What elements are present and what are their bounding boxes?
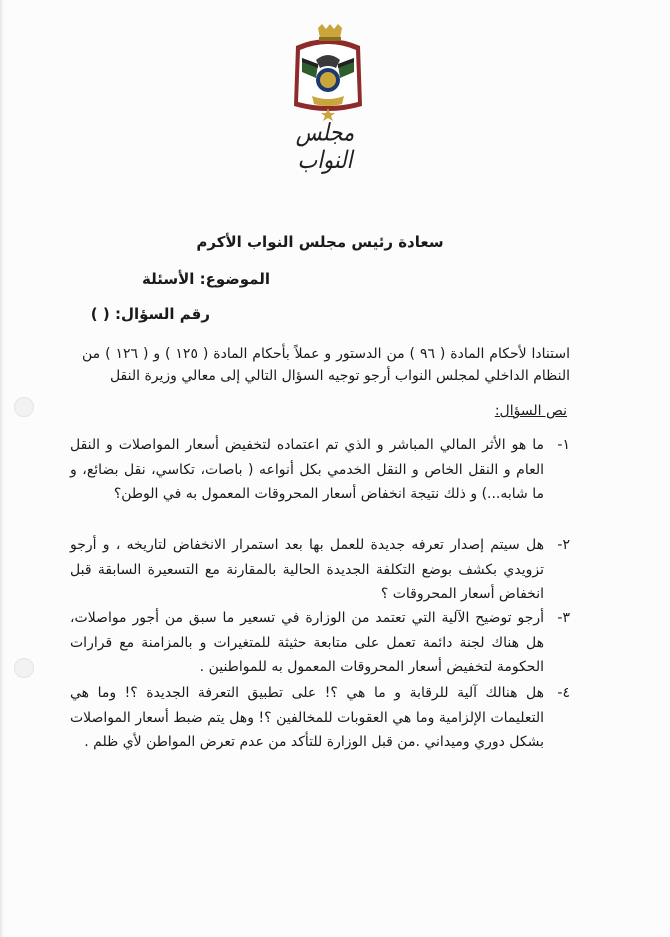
question-item-number: ١- bbox=[557, 437, 570, 453]
question-item-text: أرجو توضيح الآلية التي تعتمد من الوزارة في تسعير ما سبق من أجور مواصلات، هل هناك لجنة دائمة تعمل على متابعة حثيثة للمتغيرات و بالمزامنة مع قرارات الحكومة لتخفيض أسعار المحروقات المعمول به للمواطنين . bbox=[70, 610, 544, 675]
question-list bbox=[70, 433, 570, 781]
question-item bbox=[70, 533, 570, 606]
parliament-wordmark bbox=[270, 118, 380, 174]
parliament-wordmark-text: مجلس النواب bbox=[295, 118, 355, 174]
subject-line: الموضوع: الأسئلة bbox=[141, 270, 270, 288]
question-item-number: ٤- bbox=[557, 685, 570, 701]
punch-hole-lower bbox=[14, 658, 34, 678]
question-item bbox=[70, 681, 570, 781]
punch-hole-upper bbox=[14, 397, 34, 417]
salutation: سعادة رئيس مجلس النواب الأكرم bbox=[196, 233, 444, 251]
question-item bbox=[70, 433, 570, 533]
intro-paragraph: استنادا لأحكام المادة ( ٩٦ ) من الدستور و عملاً بأحكام المادة ( ١٢٥ ) و ( ١٢٦ ) من النظام الداخلي لمجلس النواب أرجو توجيه السؤال التالي إلى معالي وزيرة النقل bbox=[82, 346, 570, 384]
question-item-text: ما هو الأثر المالي المباشر و الذي تم اعتماده لتخفيض أسعار المواصلات و النقل العام و النقل الخاص و النقل الخدمي بكل أنواعه ( باصات، تكاسي، نقل بضائع، و ما شابه...) و ذلك نتيجة انخفاض أسعار المحروقات المعمول به في الوطن؟ bbox=[70, 437, 544, 502]
question-item-number: ٣- bbox=[557, 610, 570, 626]
scan-edge bbox=[0, 0, 4, 937]
question-number: رقم السؤال: ( ) bbox=[90, 305, 210, 323]
question-heading: نص السؤال: bbox=[494, 403, 567, 419]
question-item-text: هل سيتم إصدار تعرفه جديدة للعمل بها بعد استمرار الانخفاض لتاريخه ، و أرجو تزويدي بكشف بوضع التكلفة الجديدة الحالية بالمقارنة مع التسعيرة السابقة قبل انخفاض أسعار المحروقات ؟ bbox=[70, 537, 544, 602]
question-item-text: هل هنالك آلية للرقابة و ما هي ؟! على تطبيق التعرفة الجديدة ؟! وما هي التعليمات الإلزامية وما هي العقوبات للمخالفين ؟! وهل يتم ضبط أسعار المواصلات بشكل دوري وميداني .من قبل الوزارة للتأكد من عدم تعرض المواطن لأي ظلم . bbox=[70, 685, 544, 750]
question-item-number: ٢- bbox=[557, 537, 570, 553]
jordan-coat-of-arms-icon bbox=[288, 24, 368, 124]
question-item bbox=[70, 606, 570, 681]
